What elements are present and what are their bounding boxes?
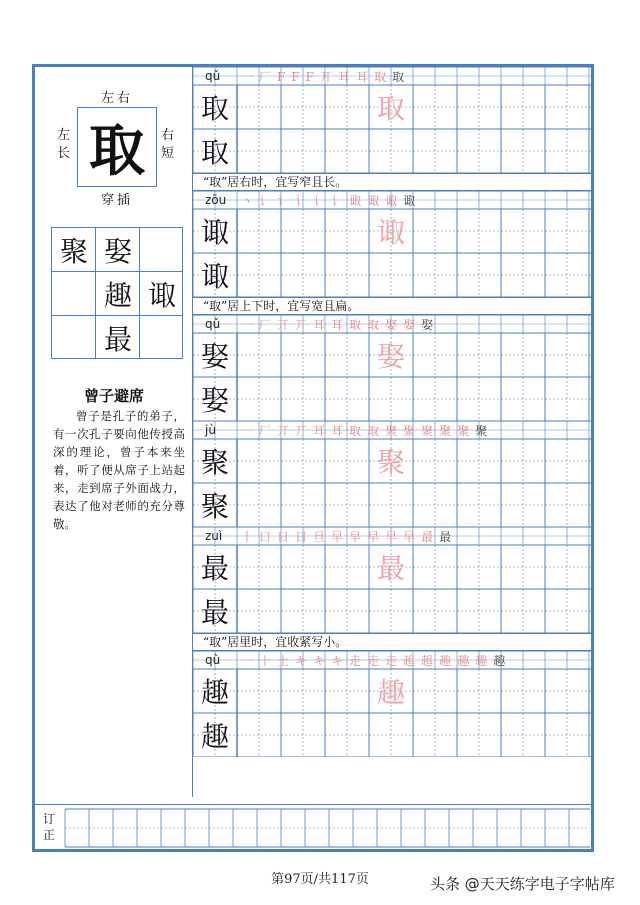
model-character: 趣 xyxy=(200,676,229,709)
stroke-sequence xyxy=(241,528,457,545)
practice-row[interactable] xyxy=(193,589,591,633)
trace-character: 取 xyxy=(376,92,405,125)
practice-row[interactable] xyxy=(193,713,591,757)
practice-row[interactable] xyxy=(193,377,591,421)
model-character: 最 xyxy=(200,596,229,629)
model-character: 最 xyxy=(200,552,229,585)
stroke-step: 讠 xyxy=(295,194,314,208)
stroke-step: 丌 xyxy=(277,318,296,332)
trace-character: 最 xyxy=(376,552,405,585)
stroke-step: 日 xyxy=(295,530,314,544)
stroke-step: 走 xyxy=(367,654,386,668)
stroke-step: 走 xyxy=(385,654,404,668)
stroke-order-row xyxy=(193,67,591,85)
stroke-step: 耳 xyxy=(313,318,332,332)
stroke-step: 趣 xyxy=(475,654,494,668)
pinyin-label: zōu xyxy=(205,193,227,207)
stroke-step: 厂 xyxy=(259,318,278,332)
stroke-step: 口 xyxy=(259,530,278,544)
stroke-step: 丌 xyxy=(295,424,314,438)
stroke-step: 聚 xyxy=(421,424,440,438)
related-word: 诹 xyxy=(147,279,176,312)
stroke-step: 早 xyxy=(367,530,386,544)
stroke-step: 娶 xyxy=(403,318,422,332)
trace-character: 聚 xyxy=(376,446,405,479)
stroke-step: 一 xyxy=(241,424,260,438)
structure-bottom-label: 穿插 xyxy=(101,193,134,208)
model-character: 取 xyxy=(200,136,229,169)
stroke-step: 取 xyxy=(349,318,368,332)
watermark: 头条 @天天练字电子字帖库 xyxy=(430,875,615,893)
related-word: 最 xyxy=(103,323,132,356)
stroke-step: 趣 xyxy=(457,654,476,668)
stroke-step: キ xyxy=(295,654,314,668)
stroke-step: 取 xyxy=(392,70,411,84)
stroke-sequence xyxy=(241,422,493,439)
model-character: 取 xyxy=(200,92,229,125)
stroke-step: 早 xyxy=(385,530,404,544)
stroke-step: 丨 xyxy=(241,530,260,544)
stroke-step: 丌 xyxy=(320,70,339,84)
practice-row[interactable] xyxy=(193,333,591,377)
page-number: 第97页/共117页 xyxy=(271,872,369,887)
writing-tip: “取”居右时，宜写窄且长。 xyxy=(193,173,591,191)
practice-panel xyxy=(193,67,591,797)
stroke-step: 最 xyxy=(421,530,440,544)
stroke-step: 一 xyxy=(241,318,260,332)
stroke-step: 早 xyxy=(349,530,368,544)
structure-left-label: 左长 xyxy=(57,128,71,161)
stroke-step: 趄 xyxy=(403,654,422,668)
stroke-step: 耳 xyxy=(331,318,350,332)
trace-character: 诹 xyxy=(376,216,405,249)
model-character: 诹 xyxy=(200,260,229,293)
stroke-step: FFF xyxy=(277,70,321,84)
writing-tip: “取”居里时，宜收紧写小。 xyxy=(193,633,591,651)
stroke-step: 土 xyxy=(277,654,296,668)
stroke-sequence xyxy=(241,652,511,669)
stroke-step: 一 xyxy=(241,70,260,84)
stroke-step: 聚 xyxy=(475,424,494,438)
model-character: 娶 xyxy=(200,384,229,417)
stroke-step: 取 xyxy=(367,424,386,438)
structure-character: 取 xyxy=(77,107,157,187)
worksheet-frame xyxy=(32,64,594,852)
stroke-order-row xyxy=(193,421,591,439)
stroke-step: 聚 xyxy=(403,424,422,438)
practice-row[interactable] xyxy=(193,209,591,253)
stroke-step: 耳 xyxy=(313,424,332,438)
stroke-step: 厂 xyxy=(259,424,278,438)
pinyin-label: qù xyxy=(205,653,221,667)
stroke-step: 旦 xyxy=(313,530,332,544)
stroke-step: 一 xyxy=(241,654,260,668)
stroke-step: 走 xyxy=(349,654,368,668)
trace-character: 趣 xyxy=(376,676,405,709)
correction-label: 订正 xyxy=(43,812,56,842)
stroke-step: 娶 xyxy=(421,318,440,332)
stroke-step: 最 xyxy=(439,530,458,544)
stroke-order-row xyxy=(193,315,591,333)
structure-panel xyxy=(35,67,193,797)
correction-row xyxy=(35,804,591,849)
stroke-step: 取 xyxy=(374,70,393,84)
stroke-step: 日 xyxy=(277,530,296,544)
writing-tip: “取”居上下时，宜写宽且扁。 xyxy=(193,297,591,315)
stroke-step: 讠 xyxy=(313,194,332,208)
stroke-step: 娶 xyxy=(385,318,404,332)
stroke-order-row xyxy=(193,651,591,669)
trace-character: 娶 xyxy=(376,340,405,373)
stroke-step: キ xyxy=(331,654,350,668)
stroke-step: 十 xyxy=(259,654,278,668)
model-character: 诹 xyxy=(200,216,229,249)
model-character: 聚 xyxy=(200,446,229,479)
stroke-step: 丌 xyxy=(295,318,314,332)
practice-row[interactable] xyxy=(193,85,591,129)
practice-row[interactable] xyxy=(193,483,591,527)
stroke-step: 讠 xyxy=(331,194,350,208)
stroke-order-row xyxy=(193,527,591,545)
structure-right-label: 右短 xyxy=(161,128,175,161)
related-words-grid xyxy=(51,227,183,359)
stroke-step: 聚 xyxy=(457,424,476,438)
stroke-step: 趣 xyxy=(493,654,512,668)
practice-row[interactable] xyxy=(193,545,591,589)
stroke-step: 聚 xyxy=(385,424,404,438)
stroke-step: 耳 xyxy=(338,70,357,84)
stroke-step: 讠 xyxy=(259,194,278,208)
model-character: 娶 xyxy=(200,340,229,373)
stroke-step: 早 xyxy=(331,530,350,544)
story-title: 曾子避席 xyxy=(83,387,144,405)
related-word: 聚 xyxy=(59,235,88,268)
model-character: 趣 xyxy=(200,720,229,753)
stroke-step: 丌 xyxy=(277,424,296,438)
stroke-step: 丶 xyxy=(241,194,260,208)
stroke-order-row xyxy=(193,191,591,209)
stroke-step: 诹 xyxy=(349,194,368,208)
story-text: 曾子是孔子的弟子，有一次孔子要向他传授高深的理论，曾子本来坐着，听了便从席子上站起来，走到席子外面战力，表达了他对老师的充分尊敬。 xyxy=(53,409,185,531)
stroke-step: キ xyxy=(313,654,332,668)
related-word: 娶 xyxy=(103,235,132,268)
practice-row[interactable] xyxy=(193,439,591,483)
model-character: 聚 xyxy=(200,490,229,523)
related-word: 趣 xyxy=(103,279,132,312)
pinyin-label: qǔ xyxy=(205,317,221,331)
stroke-step: 诹 xyxy=(385,194,404,208)
stroke-step: 诹 xyxy=(403,194,422,208)
stroke-step: 取 xyxy=(349,424,368,438)
stroke-step: 趄 xyxy=(421,654,440,668)
pinyin-label: zuì xyxy=(205,529,223,543)
practice-row[interactable] xyxy=(193,253,591,297)
stroke-sequence xyxy=(241,316,439,333)
stroke-sequence xyxy=(241,68,410,85)
stroke-step: 早 xyxy=(403,530,422,544)
structure-top-label: 左右 xyxy=(101,91,134,106)
stroke-step: 聚 xyxy=(439,424,458,438)
practice-row[interactable] xyxy=(193,669,591,713)
stroke-step: 趣 xyxy=(439,654,458,668)
practice-row[interactable] xyxy=(193,129,591,173)
stroke-step: 讠 xyxy=(277,194,296,208)
stroke-step: 厂 xyxy=(259,70,278,84)
stroke-step: 取 xyxy=(367,318,386,332)
stroke-step: 耳 xyxy=(356,70,375,84)
pinyin-label: jù xyxy=(205,423,216,437)
pinyin-label: qǔ xyxy=(205,69,221,83)
stroke-step: 诹 xyxy=(367,194,386,208)
stroke-sequence xyxy=(241,192,421,209)
stroke-step: 耳 xyxy=(331,424,350,438)
